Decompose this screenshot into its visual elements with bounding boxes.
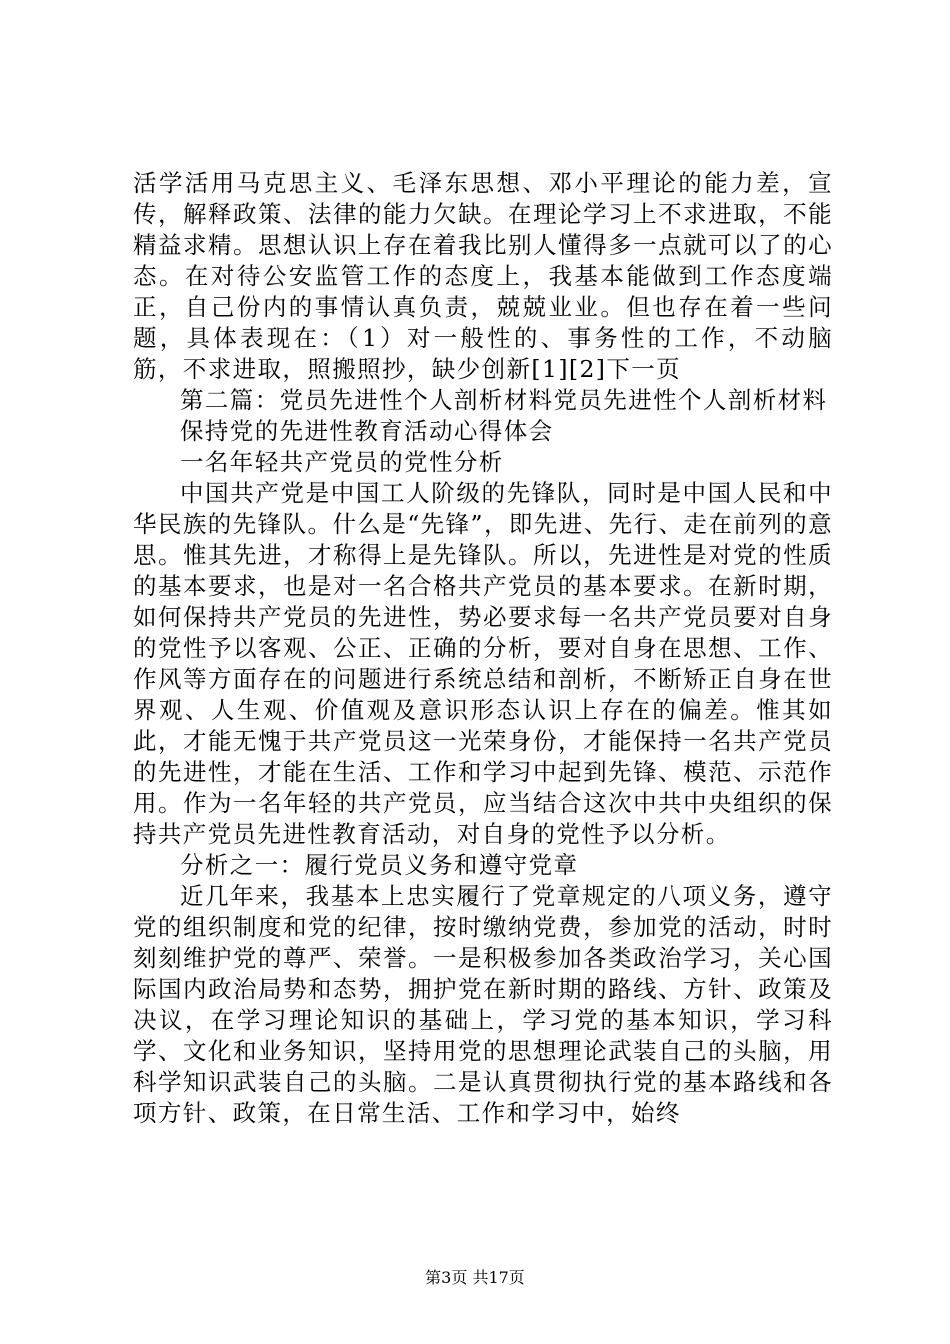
section-heading-analysis-one: 分析之一：履行党员义务和遵守党章 — [180, 851, 579, 879]
subtitle-experience: 保持党的先进性教育活动心得体会 — [180, 417, 554, 445]
subtitle-party-analysis: 一名年轻共产党员的党性分析 — [180, 448, 504, 476]
section-heading-chapter-two: 第二篇：党员先进性个人剖析材料党员先进性个人剖析材料 — [180, 386, 828, 414]
page-number-footer: 第3页 共17页 — [425, 1268, 525, 1287]
paragraph-continuation: 活学活用马克思主义、毛泽东思想、邓小平理论的能力差，宣传，解释政策、法律的能力欠缺。在理论学习上不求进取，不能精益求精。思想认识上存在着我比别人懂得多一点就可以了的心态。在对待公安监管工作的态度上，我基本能做到工作态度端正，自己份内的事情认真负责，兢兢业业。但也存在着一些问题，具体表现在：（1）对一般性的、事务性的工作，不动脑筋，不求进取，照搬照抄，缺少创新[1][2]下一页 — [133, 169, 833, 383]
paragraph-analysis-one: 近几年来，我基本上忠实履行了党章规定的八项义务，遵守党的组织制度和党的纪律，按时缴纳党费，参加党的活动，时时刻刻维护党的尊严、荣誉。一是积极参加各类政治学习，关心国际国内政治局势和态势，拥护党在新时期的路线、方针、政策及决议，在学习理论知识的基础上，学习党的基本知识，学习科学、文化和业务知识，坚持用党的思想理论武装自己的头脑，用科学知识武装自己的头脑。二是认真贯彻执行党的基本路线和各项方针、政策，在日常生活、工作和学习中，始终 — [133, 882, 833, 1127]
paragraph-intro: 中国共产党是中国工人阶级的先锋队，同时是中国人民和中华民族的先锋队。什么是“先锋”，即先进、先行、走在前列的意思。惟其先进，才称得上是先锋队。所以，先进性是对党的性质的基本要求，也是对一名合格共产党员的基本要求。在新时期，如何保持共产党员的先进性，势必要求每一名共产党员要对自身的党性予以客观、公正、正确的分析，要对自身在思想、工作、作风等方面存在的问题进行系统总结和剖析，不断矫正自身在世界观、人生观、价值观及意识形态认识上存在的偏差。惟其如此，才能无愧于共产党员这一光荣身份，才能保持一名共产党员的先进性，才能在生活、工作和学习中起到先锋、模范、示范作用。作为一名年轻的共产党员，应当结合这次中共中央组织的保持共产党员先进性教育活动，对自身的党性予以分析。 — [133, 479, 833, 848]
document-body — [133, 168, 833, 1129]
